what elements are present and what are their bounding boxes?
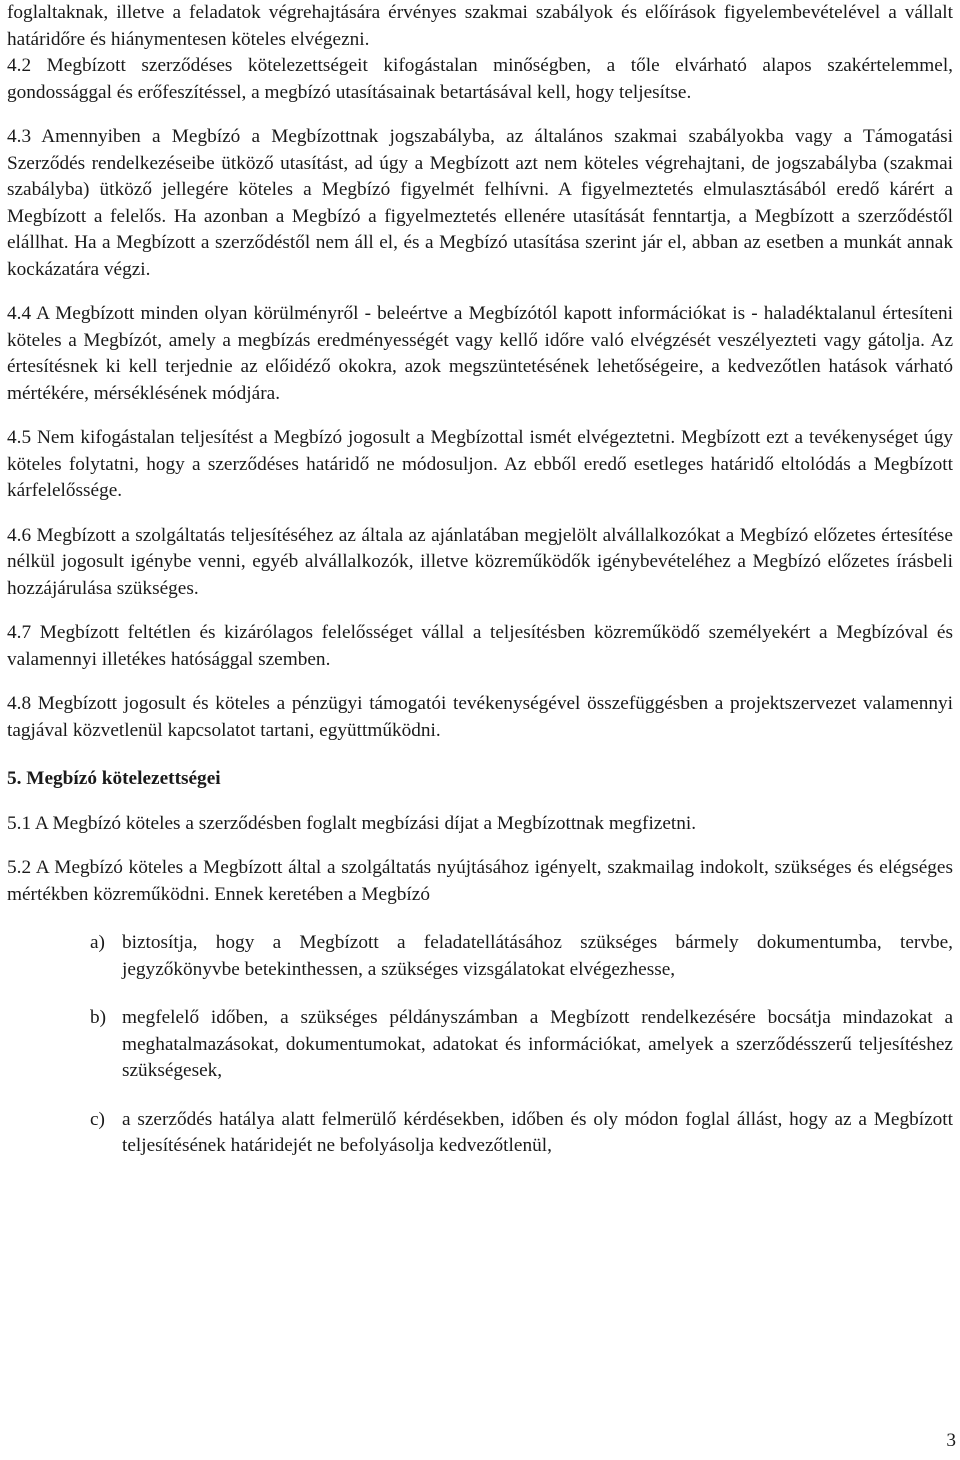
paragraph-4-4: 4.4 A Megbízott minden olyan körülményről - beleértve a Megbízótól kapott információkat is - haladéktalanul értesíteni köteles a Megbízót, amely a megbízás eredményességét vagy kellő időre való elvégzését veszélyezteti vagy gátolja. Az értesítésnek ki kell terjednie az előidéző okokra, azok megszüntetésének lehetőségeire, a kedvezőtlen hatások várható mértékére, mérséklésének módjára. [7, 303, 953, 404]
paragraph-5-1: 5.1 A Megbízó köteles a szerződésben foglalt megbízási díjat a Megbízottnak megfizetni. [7, 812, 697, 834]
page-number: 3 [946, 1430, 956, 1451]
list-item-text: megfelelő időben, a szükséges példányszámban a Megbízott rendelkezésére bocsátja mindazokat a meghatalmazásokat, dokumentumokat, adatokat és információkat, amelyek a szerződésszerű teljesítéshez szükségesek, [122, 1007, 953, 1081]
paragraph-4-6: 4.6 Megbízott a szolgáltatás teljesítéséhez az általa az ajánlatában megjelölt alvállalkozókat a Megbízó előzetes értesítése nélkül jogosult igénybe venni, egyéb alvállalkozók, illetve közreműködők igénybevételéhez a Megbízó előzetes írásbeli hozzájárulása szükséges. [7, 524, 953, 599]
list-item [7, 930, 953, 983]
list-marker: c) [90, 1108, 105, 1130]
list-item [7, 1107, 953, 1160]
obligations-list [7, 930, 953, 1160]
paragraph-4-7: 4.7 Megbízott feltétlen és kizárólagos felelősséget vállal a teljesítésben közreműködő személyekért a Megbízóval és valamennyi illetékes hatósággal szemben. [7, 622, 953, 670]
list-item-text: biztosítja, hogy a Megbízott a feladatellátásához szükséges bármely dokumentumba, tervbe, jegyzőkönyvbe betekinthessen, a szükséges vizsgálatokat elvégezhesse, [122, 932, 953, 980]
section-heading: 5. Megbízó kötelezettségei [7, 768, 221, 789]
list-marker: b) [90, 1007, 107, 1028]
list-item-text: a szerződés hatálya alatt felmerülő kérdésekben, időben és oly módon foglal állást, hogy az a Megbízott teljesítésének határidejét ne befolyásolja kedvezőtlenül, [122, 1108, 953, 1156]
paragraph-4-8: 4.8 Megbízott jogosult és köteles a pénzügyi támogatói tevékenységével összefüggésben a projektszervezet valamennyi tagjával közvetlenül kapcsolatot tartani, együttműködni. [7, 693, 953, 741]
paragraph-4-5: 4.5 Nem kifogástalan teljesítést a Megbízó jogosult a Megbízottal ismét elvégeztetni. Megbízott ezt a tevékenységet úgy köteles folytatni, hogy a szerződéses határidő ne módosuljon. Az ebből eredő esetleges határidő eltolódás a Megbízott kárfelelőssége. [7, 427, 953, 501]
list-marker: a) [90, 932, 105, 953]
paragraph-5-2: 5.2 A Megbízó köteles a Megbízott által a szolgáltatás nyújtásához igényelt, szakmailag indokolt, szükséges és elégséges mértékben közreműködni. Ennek keretében a Megbízó [7, 857, 953, 905]
paragraph-4-3: 4.3 Amennyiben a Megbízó a Megbízottnak jogszabályba, az általános szakmai szabályokba vagy a Támogatási Szerződés rendelkezéseibe ütköző utasítást, ad úgy a Megbízott azt nem köteles végrehajtani, de jogszabályba (szakmai szabályba) ütköző jellegére köteles a Megbízó figyelmét felhívni. A figyelmeztetés elmulasztásából eredő kárért a Megbízott a felelős. Ha azonban a Megbízó a figyelmeztetés ellenére utasítását fenntartja, a Megbízott a szerződéstől elállhat. Ha a Megbízott a szerződéstől nem áll el, és a Megbízó utasítása szerint jár el, abban az esetben a munkát annak kockázatára végzi. [7, 126, 953, 280]
list-item [7, 1005, 953, 1085]
document-page [7, 0, 953, 1182]
paragraph-4-2: 4.2 Megbízott szerződéses kötelezettségeit kifogástalan minőségben, a tőle elvárható alapos szakértelemmel, gondossággal és erőfeszítéssel, a megbízó utasításainak betartásával kell, hogy teljesítse. [7, 55, 953, 103]
paragraph-4-1-continuation: foglaltaknak, illetve a feladatok végrehajtására érvényes szakmai szabályok és előírások figyelembevételével a vállalt határidőre és hiánymentesen köteles elvégezni. [7, 2, 953, 50]
